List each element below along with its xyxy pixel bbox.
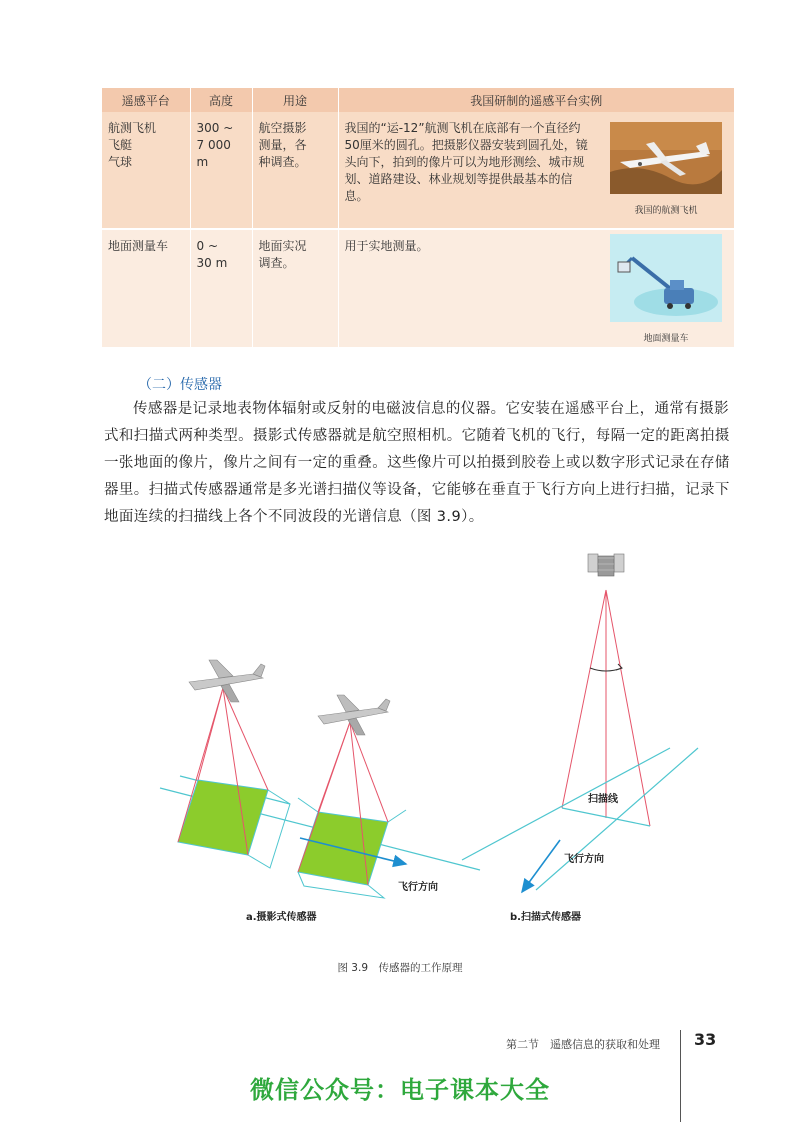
page-number: 33 <box>694 1030 717 1049</box>
cell-height: 300 ~ 7 000 m <box>190 112 252 229</box>
header-example: 我国研制的遥感平台实例 <box>338 88 734 112</box>
figure-caption: 图 3.9 传感器的工作原理 <box>337 962 463 974</box>
example-text: 我国的“运-12”航测飞机在底部有一个直径约50厘米的圆孔。把摄影仪器安装到圆孔处，镜头向下，拍到的像片可以为地形测绘、城市规划、道路建设、林业规划等提供最基本的信息。 <box>344 121 588 203</box>
airplane-icon <box>318 695 390 735</box>
swath-line <box>462 748 670 860</box>
cell-platform: 地面测量车 <box>102 229 190 347</box>
survey-plane-caption: 我国的航测飞机 <box>634 206 698 216</box>
example-text: 用于实地测量。 <box>344 239 429 253</box>
section-paragraph: 传感器是记录地表物体辐射或反射的电磁波信息的仪器。它安装在遥感平台上，通常有摄影式和扫描式两种类型。摄影式传感器就是航空照相机。它随着飞机的飞行，每隔一定的距离拍摄一张地面的像片，像片之间有一定的重叠。这些像片可以拍摄到胶卷上或以数字形式记录在存储器里。扫描式传感器通常是多光谱扫描仪等设备，它能够在垂直于飞行方向上进行扫描，记录下地面连续的扫描线上各个不同波段的光谱信息（图 3.9）。 <box>104 401 730 525</box>
survey-truck-caption: 地面测量车 <box>643 334 689 344</box>
flight-direction-label-b: 飞行方向 <box>564 854 604 865</box>
scan-line-label: 扫描线 <box>588 794 618 805</box>
header-platform: 遥感平台 <box>102 88 190 112</box>
airplane-icon <box>189 660 265 702</box>
running-head: 第二节 遥感信息的获取和处理 <box>506 1038 660 1051</box>
flight-direction-label-a: 飞行方向 <box>398 882 438 893</box>
caption-b: b.扫描式传感器 <box>510 912 581 923</box>
header-use: 用途 <box>252 88 338 112</box>
section-heading: （二）传感器 <box>138 377 222 393</box>
flight-direction-arrow <box>522 840 560 892</box>
platform-table <box>102 88 734 347</box>
cell-height: 0 ~ 30 m <box>190 229 252 347</box>
survey-plane-figure <box>610 122 722 220</box>
table-row <box>102 229 734 347</box>
cell-example <box>338 229 734 347</box>
watermark: 微信公众号：电子课本大全 <box>250 1076 550 1104</box>
cell-platform: 航测飞机 飞艇 气球 <box>102 112 190 229</box>
ground-footprint <box>178 780 268 855</box>
cell-example <box>338 112 734 229</box>
satellite-icon <box>588 554 624 576</box>
header-height: 高度 <box>190 88 252 112</box>
cell-use: 地面实况 调查。 <box>252 229 338 347</box>
table-row <box>102 112 734 229</box>
sensor-diagram <box>150 540 710 940</box>
survey-plane-image <box>610 122 722 194</box>
caption-a: a.摄影式传感器 <box>246 912 317 923</box>
survey-truck-image <box>610 234 722 322</box>
cell-use: 航空摄影 测量，各 种调查。 <box>252 112 338 229</box>
table-header-row <box>102 88 734 112</box>
survey-truck-figure <box>610 234 722 348</box>
